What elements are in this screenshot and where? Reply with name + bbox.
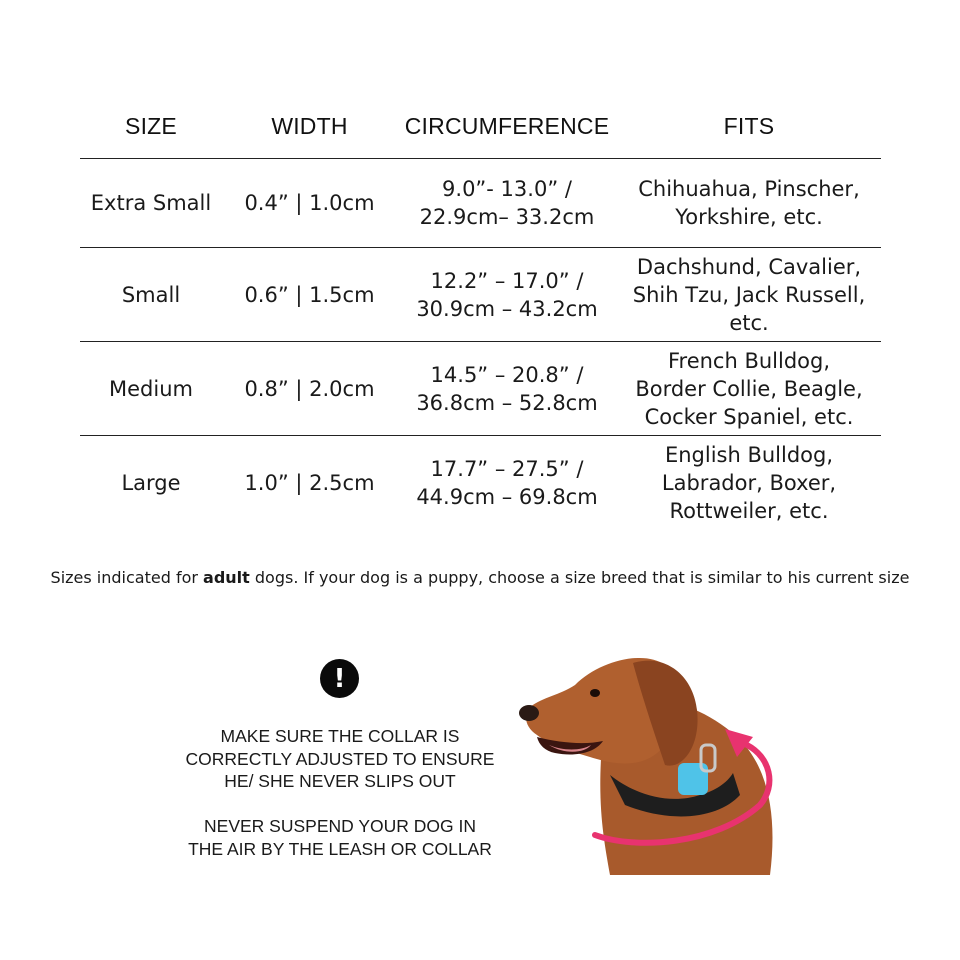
fits-line: Border Collie, Beagle, — [635, 376, 863, 401]
adult-size-note — [0, 568, 960, 587]
table-header-row — [80, 95, 881, 159]
cell-size: Small — [80, 248, 222, 342]
circ-line: 22.9cm– 33.2cm — [419, 205, 595, 229]
cell-circumference — [397, 248, 617, 342]
exclamation-icon: ! — [320, 659, 359, 698]
circ-line: 36.8cm – 52.8cm — [416, 390, 598, 415]
dog-nose — [519, 705, 539, 721]
note-bold-adult: adult — [203, 568, 250, 587]
fits-line: Chihuahua, Pinscher, — [638, 177, 860, 201]
collar-tag — [678, 763, 708, 795]
cell-width: 1.0” | 2.5cm — [244, 470, 375, 495]
cell-size: Medium — [80, 342, 222, 436]
cell-circumference — [397, 159, 617, 248]
fits-line: Yorkshire, etc. — [675, 205, 823, 229]
fits-line: Rottweiler, etc. — [669, 498, 829, 523]
cell-size: Large — [121, 470, 181, 495]
header-fits: FITS — [617, 95, 881, 159]
cell-width: 0.8” | 2.0cm — [222, 342, 397, 436]
circ-line: 14.5” – 20.8” / — [430, 362, 584, 387]
header-circumference: CIRCUMFERENCE — [397, 95, 617, 159]
warning-line: THE AIR BY THE LEASH OR COLLAR — [188, 838, 492, 859]
header-width: WIDTH — [222, 95, 397, 159]
cell-circumference — [397, 436, 617, 530]
fits-line: Dachshund, Cavalier, — [636, 254, 862, 279]
warning-line: HE/ SHE NEVER SLIPS OUT — [224, 771, 456, 791]
dog-eye — [590, 689, 600, 697]
cell-fits — [617, 248, 881, 342]
fits-line: Shih Tzu, Jack Russell, — [632, 282, 866, 307]
no-suspend-warning — [160, 815, 520, 860]
table-row — [80, 248, 881, 342]
table-row — [80, 436, 881, 530]
circ-line: 30.9cm – 43.2cm — [416, 296, 598, 321]
warning-line: CORRECTLY ADJUSTED TO ENSURE — [185, 748, 495, 769]
header-size: SIZE — [80, 95, 222, 159]
circ-line: 44.9cm – 69.8cm — [416, 484, 598, 509]
note-text-before: Sizes indicated for — [50, 568, 204, 587]
fits-line: Cocker Spaniel, etc. — [644, 404, 854, 429]
cell-width: 0.6” | 1.5cm — [222, 248, 397, 342]
cell-fits — [617, 342, 881, 436]
cell-fits — [617, 436, 881, 530]
circ-line: 17.7” – 27.5” / — [430, 456, 584, 481]
circ-line: 12.2” – 17.0” / — [430, 268, 584, 293]
note-text-after: dogs. If your dog is a puppy, choose a size breed that is similar to his current size — [249, 568, 910, 587]
cell-size: Extra Small — [80, 159, 222, 248]
cell-width: 0.4” | 1.0cm — [222, 159, 397, 248]
table-row — [80, 342, 881, 436]
table-row — [80, 159, 881, 248]
cell-fits — [617, 159, 881, 248]
fits-line: French Bulldog, — [667, 348, 831, 373]
collar-adjust-warning — [160, 725, 520, 793]
size-chart-table — [80, 95, 881, 529]
warning-line: MAKE SURE THE COLLAR IS — [220, 726, 460, 746]
fits-line: etc. — [729, 310, 769, 335]
fits-line: English Bulldog, — [664, 442, 834, 467]
cell-circumference — [397, 342, 617, 436]
fits-line: Labrador, Boxer, — [661, 470, 837, 495]
dog-collar-illustration — [515, 645, 795, 875]
warning-line: NEVER SUSPEND YOUR DOG IN — [204, 816, 476, 836]
circ-line: 9.0”- 13.0” / — [442, 177, 572, 201]
